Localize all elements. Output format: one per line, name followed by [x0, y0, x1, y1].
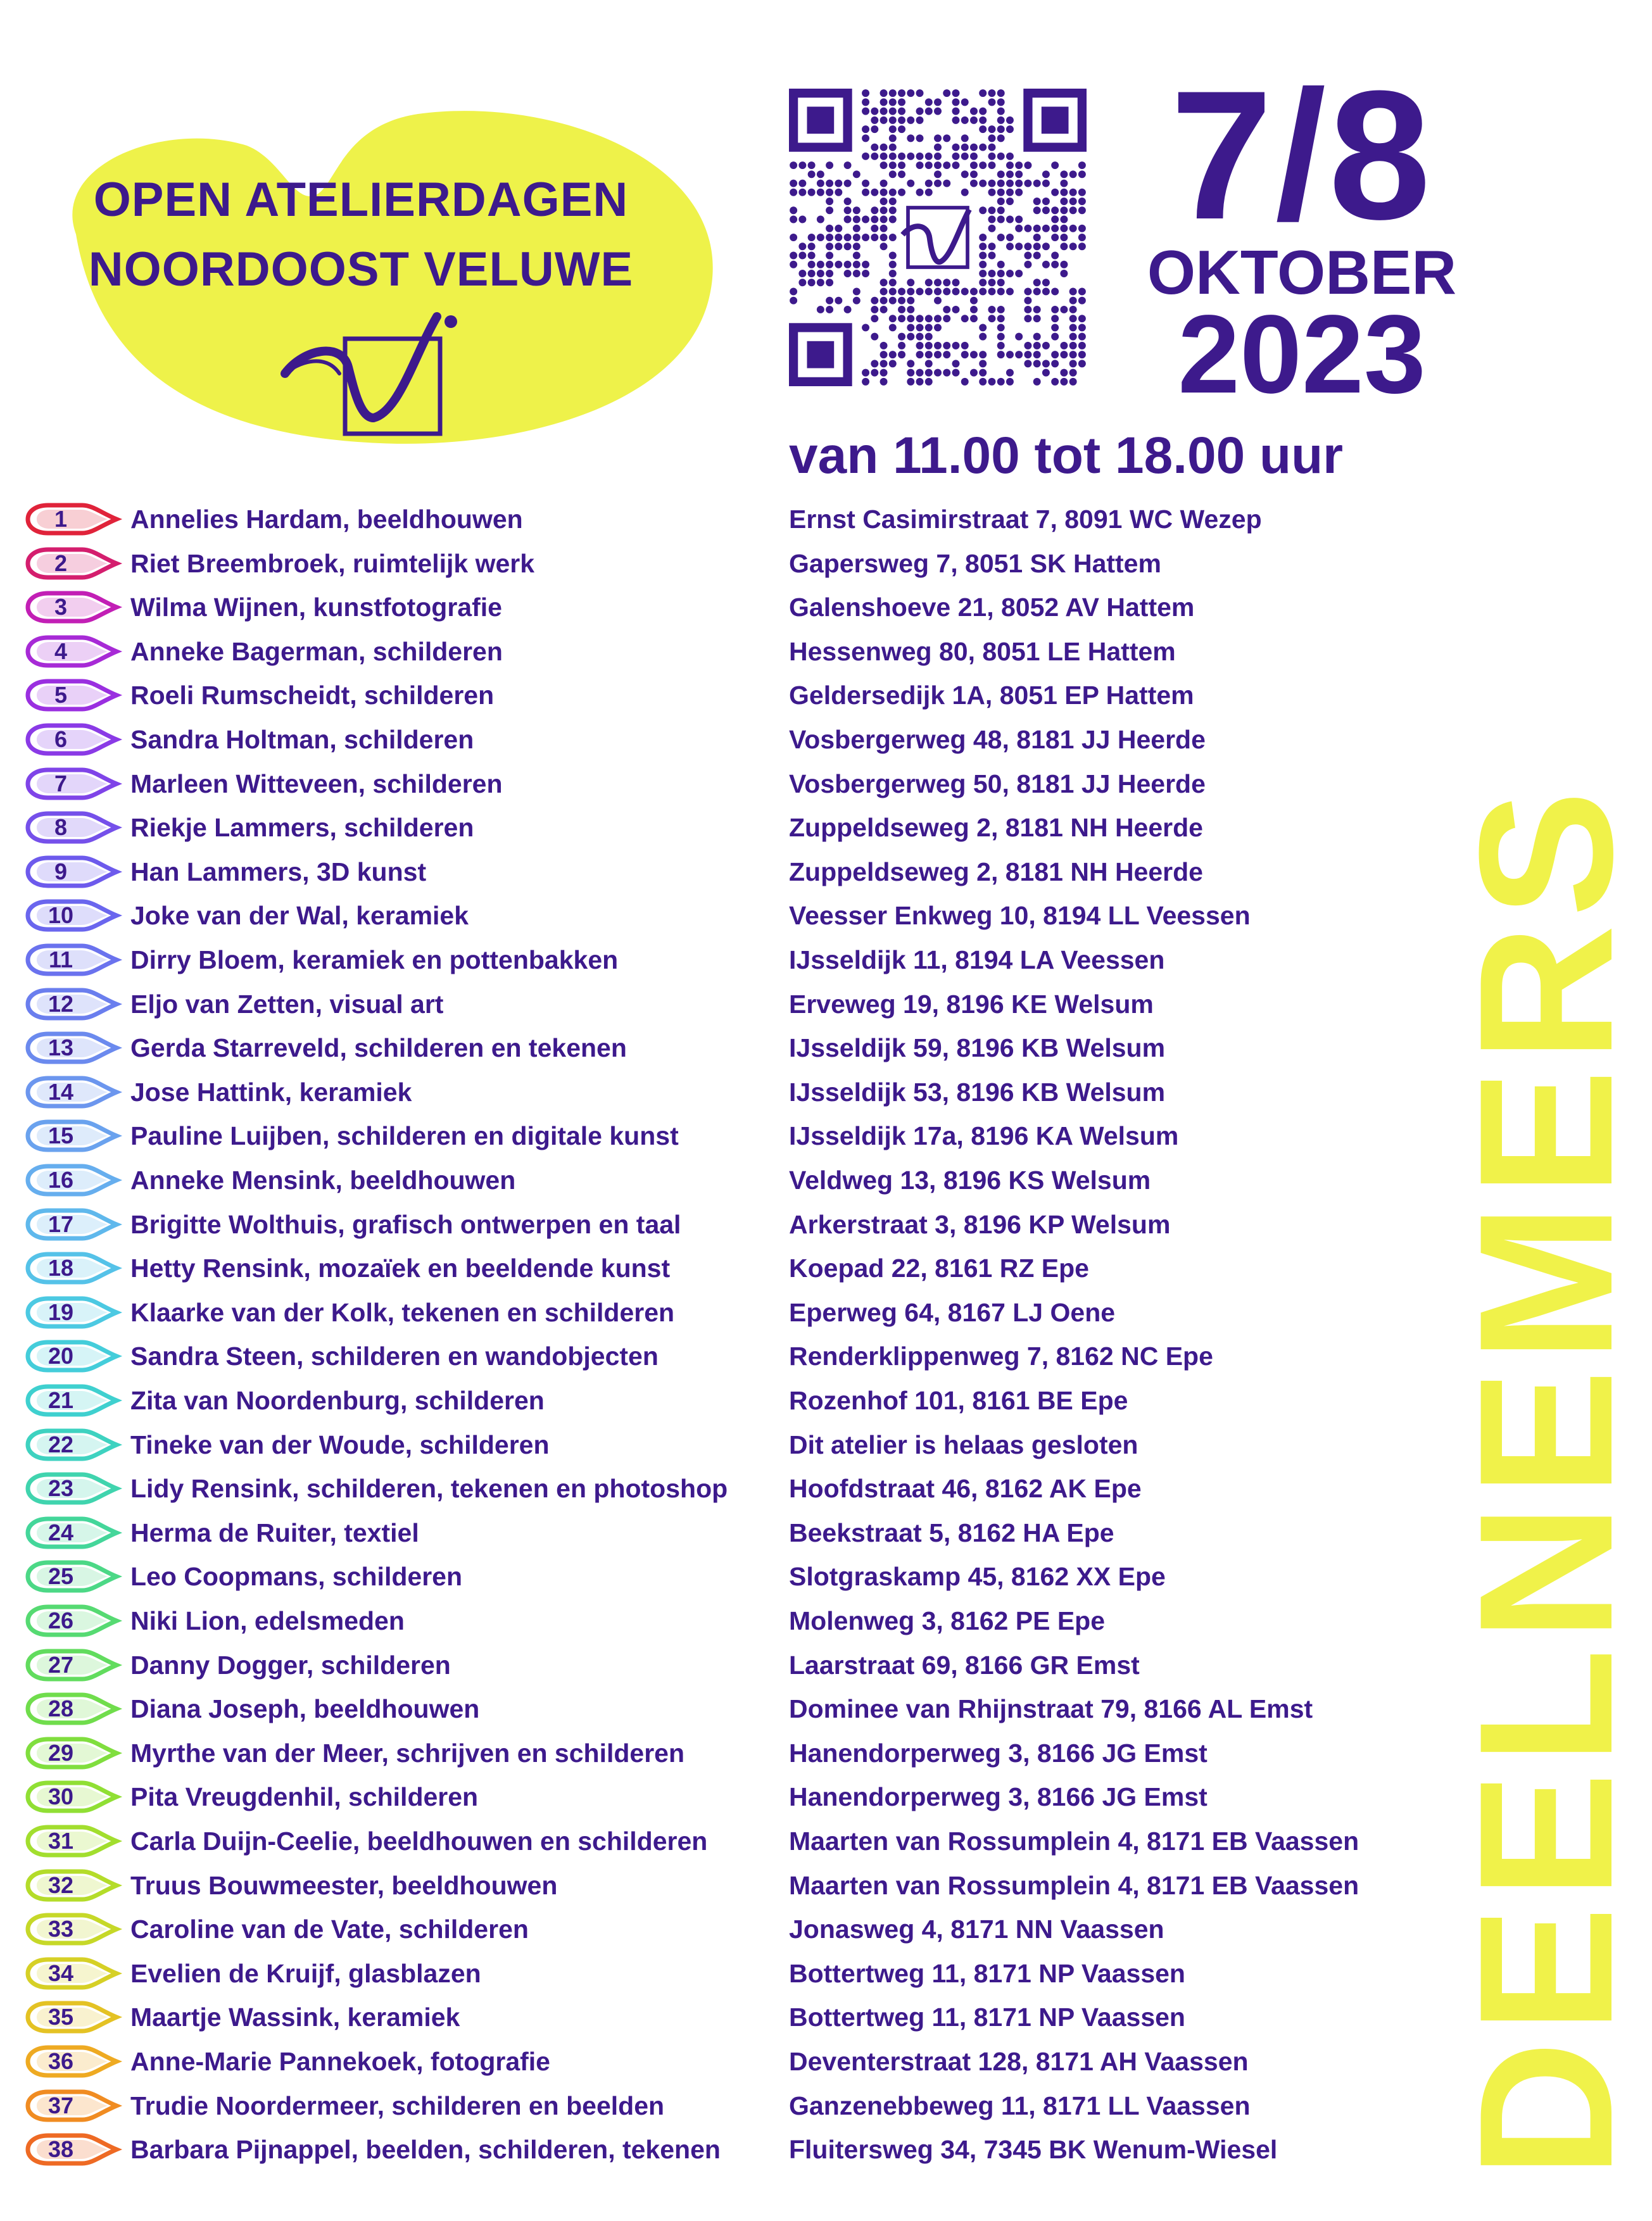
participant-number: 38: [47, 2136, 74, 2163]
participant-number: 28: [47, 1696, 74, 1722]
participant-number: 37: [47, 2092, 74, 2118]
participant-address: Hanendorperweg 3, 8166 JG Emst: [789, 1782, 1207, 1812]
participant-row: [0, 807, 1535, 852]
participant-name: Riet Breembroek, ruimtelijk werk: [130, 548, 535, 578]
participant-row: [0, 1821, 1535, 1865]
date-days: 7/8: [1170, 53, 1434, 258]
participant-address: Rozenhof 101, 8161 BE Epe: [789, 1386, 1128, 1415]
participant-name: Han Lammers, 3D kunst: [130, 857, 427, 886]
participant-row: [0, 1116, 1535, 1160]
participant-number: 17: [47, 1211, 74, 1237]
participant-address: Maarten van Rossumplein 4, 8171 EB Vaassen: [789, 1827, 1359, 1856]
participant-address: Erveweg 19, 8196 KE Welsum: [789, 989, 1154, 1019]
participant-number: 2: [54, 550, 68, 576]
participant-name: Barbara Pijnappel, beelden, schilderen, tekenen: [130, 2135, 721, 2165]
participant-name: Tineke van der Woude, schilderen: [130, 1430, 550, 1459]
participant-address: Ganzenebbeweg 11, 8171 LL Vaassen: [789, 2091, 1251, 2120]
participant-row: [0, 587, 1535, 631]
participant-name: Marleen Witteveen, schilderen: [130, 769, 503, 798]
participant-name: Riekje Lammers, schilderen: [130, 813, 474, 843]
participant-number: 21: [47, 1387, 74, 1413]
participant-name: Klaarke van der Kolk, tekenen en schilderen: [130, 1297, 675, 1327]
title-line-1: OPEN ATELIERDAGEN: [93, 173, 629, 227]
participant-name: Danny Dogger, schilderen: [130, 1650, 451, 1680]
participant-address: Molenweg 3, 8162 PE Epe: [789, 1606, 1106, 1635]
opening-hours: van 11.00 tot 18.00 uur: [789, 427, 1344, 484]
participant-address: Zuppeldseweg 2, 8181 NH Heerde: [789, 857, 1203, 886]
participant-number: 15: [47, 1123, 74, 1149]
participant-name: Wilma Wijnen, kunstfotografie: [130, 593, 502, 622]
participant-row: [0, 675, 1535, 719]
participant-row: [0, 1292, 1535, 1337]
participant-address: Bottertweg 11, 8171 NP Vaassen: [789, 2003, 1185, 2032]
participant-number: 34: [47, 1960, 74, 1986]
participant-number: 26: [47, 1608, 74, 1633]
participant-row: [0, 1953, 1535, 1998]
participant-number: 8: [54, 814, 68, 841]
participant-number: 11: [48, 947, 73, 972]
participant-row: [0, 1336, 1535, 1380]
participant-name: Carla Duijn-Ceelie, beeldhouwen en schilderen: [130, 1827, 708, 1856]
participant-number: 23: [47, 1475, 74, 1502]
participant-address: Koepad 22, 8161 RZ Epe: [789, 1254, 1089, 1283]
participant-name: Anneke Bagerman, schilderen: [130, 636, 503, 666]
participant-row: [0, 1468, 1535, 1513]
qr-code-icon[interactable]: [789, 89, 1087, 386]
participant-number: 20: [47, 1343, 74, 1369]
participant-number: 19: [47, 1299, 74, 1325]
participant-row: [0, 852, 1535, 896]
participant-address: Slotgraskamp 45, 8162 XX Epe: [789, 1562, 1166, 1592]
participant-number: 4: [54, 638, 68, 664]
participant-number: 22: [47, 1431, 74, 1457]
participant-row: [0, 1909, 1535, 1953]
participant-number: 31: [47, 1828, 74, 1854]
title-line-2: NOORDOOST VELUWE: [88, 242, 634, 296]
side-title: DEELNEMERS: [1439, 783, 1652, 2178]
participant-name: Pita Vreugdenhil, schilderen: [130, 1782, 479, 1812]
participant-row: [0, 1997, 1535, 2041]
participant-row: [0, 1028, 1535, 1072]
participant-address: Maarten van Rossumplein 4, 8171 EB Vaassen: [789, 1870, 1359, 1900]
participant-address: Hanendorperweg 3, 8166 JG Emst: [789, 1738, 1207, 1768]
participant-name: Evelien de Kruijf, glasblazen: [130, 1958, 481, 1988]
participant-name: Trudie Noordermeer, schilderen en beelden: [130, 2091, 665, 2120]
participant-address: Hoofdstraat 46, 8162 AK Epe: [789, 1474, 1142, 1504]
participant-name: Eljo van Zetten, visual art: [130, 989, 444, 1019]
participant-row: [0, 1072, 1535, 1116]
participant-name: Roeli Rumscheidt, schilderen: [130, 681, 495, 710]
participant-address: Bottertweg 11, 8171 NP Vaassen: [789, 1958, 1185, 1988]
participant-address: Zuppeldseweg 2, 8181 NH Heerde: [789, 813, 1203, 843]
participant-number: 27: [47, 1651, 74, 1678]
participant-row: [0, 2041, 1535, 2086]
participant-address: Vosbergerweg 50, 8181 JJ Heerde: [789, 769, 1206, 798]
participant-name: Anneke Mensink, beeldhouwen: [130, 1166, 516, 1195]
participant-row: [0, 1865, 1535, 1910]
participant-name: Hetty Rensink, mozaïek en beeldende kunst: [130, 1254, 671, 1283]
participant-name: Diana Joseph, beeldhouwen: [130, 1694, 480, 1724]
participant-address: Ernst Casimirstraat 7, 8091 WC Wezep: [789, 505, 1262, 534]
participant-number: 5: [54, 682, 68, 708]
participant-address: Deventerstraat 128, 8171 AH Vaassen: [789, 2047, 1249, 2076]
participant-number: 10: [47, 902, 74, 929]
participant-address: Veesser Enkweg 10, 8194 LL Veessen: [789, 901, 1251, 931]
participant-row: [0, 719, 1535, 764]
participant-row: [0, 2129, 1535, 2174]
participant-number: 25: [47, 1563, 74, 1590]
participant-row: [0, 543, 1535, 588]
participant-name: Myrthe van der Meer, schrijven en schilderen: [130, 1738, 685, 1768]
participant-address: Galenshoeve 21, 8052 AV Hattem: [789, 593, 1195, 622]
participant-row: [0, 1380, 1535, 1425]
participant-row: [0, 1556, 1535, 1601]
participant-name: Leo Coopmans, schilderen: [130, 1562, 462, 1592]
participant-row: [0, 1425, 1535, 1469]
participant-number: 35: [47, 2004, 74, 2030]
artist-logo-icon: [279, 304, 462, 437]
participant-name: Brigitte Wolthuis, grafisch ontwerpen en taal: [130, 1209, 681, 1239]
participant-address: Dit atelier is helaas gesloten: [789, 1430, 1138, 1459]
participant-number: 16: [47, 1167, 74, 1193]
participant-row: [0, 1204, 1535, 1249]
participant-row: [0, 499, 1535, 543]
participant-number: 33: [47, 1916, 74, 1942]
participant-number: 24: [47, 1519, 74, 1545]
participant-address: Arkerstraat 3, 8196 KP Welsum: [789, 1209, 1171, 1239]
participant-number: 30: [47, 1784, 74, 1810]
participant-name: Sandra Steen, schilderen en wandobjecten: [130, 1342, 659, 1371]
participant-number: 36: [47, 2048, 74, 2074]
participant-name: Annelies Hardam, beeldhouwen: [130, 505, 523, 534]
participant-address: Dominee van Rhijnstraat 79, 8166 AL Emst: [789, 1694, 1313, 1724]
date-month: OKTOBER: [1147, 237, 1457, 307]
participant-number: 9: [54, 858, 68, 884]
participant-address: IJsseldijk 11, 8194 LA Veessen: [789, 945, 1165, 974]
participant-address: Hessenweg 80, 8051 LE Hattem: [789, 636, 1176, 666]
participant-address: Laarstraat 69, 8166 GR Emst: [789, 1650, 1140, 1680]
participant-number: 1: [54, 506, 68, 532]
participant-row: [0, 1645, 1535, 1689]
participant-name: Maartje Wassink, keramiek: [130, 2003, 460, 2032]
participant-name: Anne-Marie Pannekoek, fotografie: [130, 2047, 550, 2076]
participant-row: [0, 1248, 1535, 1292]
participant-address: IJsseldijk 17a, 8196 KA Welsum: [789, 1121, 1179, 1151]
participant-address: IJsseldijk 59, 8196 KB Welsum: [789, 1033, 1166, 1063]
participant-address: Eperweg 64, 8167 LJ Oene: [789, 1297, 1116, 1327]
participant-name: Niki Lion, edelsmeden: [130, 1606, 405, 1635]
participant-row: [0, 1777, 1535, 1821]
participant-name: Truus Bouwmeester, beeldhouwen: [130, 1870, 558, 1900]
participant-name: Caroline van de Vate, schilderen: [130, 1915, 529, 1944]
participant-row: [0, 1689, 1535, 1733]
participant-name: Sandra Holtman, schilderen: [130, 725, 474, 754]
participant-number: 3: [54, 594, 68, 620]
participant-row: [0, 1733, 1535, 1777]
participant-address: Gapersweg 7, 8051 SK Hattem: [789, 548, 1161, 578]
participant-number: 29: [47, 1739, 74, 1766]
participant-number: 32: [47, 1872, 74, 1898]
participant-row: [0, 1513, 1535, 1557]
participant-name: Gerda Starreveld, schilderen en tekenen: [130, 1033, 627, 1063]
participant-address: Beekstraat 5, 8162 HA Epe: [789, 1518, 1114, 1547]
participant-name: Lidy Rensink, schilderen, tekenen en photoshop: [130, 1474, 728, 1504]
participant-row: [0, 940, 1535, 984]
participant-row: [0, 1160, 1535, 1204]
participant-number: 14: [47, 1078, 74, 1105]
participant-number: 18: [47, 1255, 74, 1281]
participant-name: Herma de Ruiter, textiel: [130, 1518, 419, 1547]
participant-number: 13: [47, 1035, 74, 1061]
participant-address: Renderklippenweg 7, 8162 NC Epe: [789, 1342, 1213, 1371]
participant-number: 6: [54, 726, 68, 752]
participant-address: Fluitersweg 34, 7345 BK Wenum-Wiesel: [789, 2135, 1278, 2165]
participant-name: Pauline Luijben, schilderen en digitale kunst: [130, 1121, 679, 1151]
participant-row: [0, 1601, 1535, 1645]
participant-name: Jose Hattink, keramiek: [130, 1077, 412, 1107]
participant-row: [0, 764, 1535, 808]
participant-address: IJsseldijk 53, 8196 KB Welsum: [789, 1077, 1166, 1107]
participant-address: Veldweg 13, 8196 KS Welsum: [789, 1166, 1151, 1195]
participant-name: Joke van der Wal, keramiek: [130, 901, 469, 931]
participant-number: 12: [47, 990, 74, 1017]
participant-name: Zita van Noordenburg, schilderen: [130, 1386, 545, 1415]
participant-row: [0, 2086, 1535, 2130]
date-year: 2023: [1178, 293, 1426, 417]
participant-address: Geldersedijk 1A, 8051 EP Hattem: [789, 681, 1194, 710]
participant-row: [0, 631, 1535, 676]
participant-address: Vosbergerweg 48, 8181 JJ Heerde: [789, 725, 1206, 754]
participant-row: [0, 895, 1535, 940]
participant-row: [0, 984, 1535, 1028]
participant-number: 7: [54, 770, 68, 796]
participant-name: Dirry Bloem, keramiek en pottenbakken: [130, 945, 619, 974]
participant-address: Jonasweg 4, 8171 NN Vaassen: [789, 1915, 1164, 1944]
